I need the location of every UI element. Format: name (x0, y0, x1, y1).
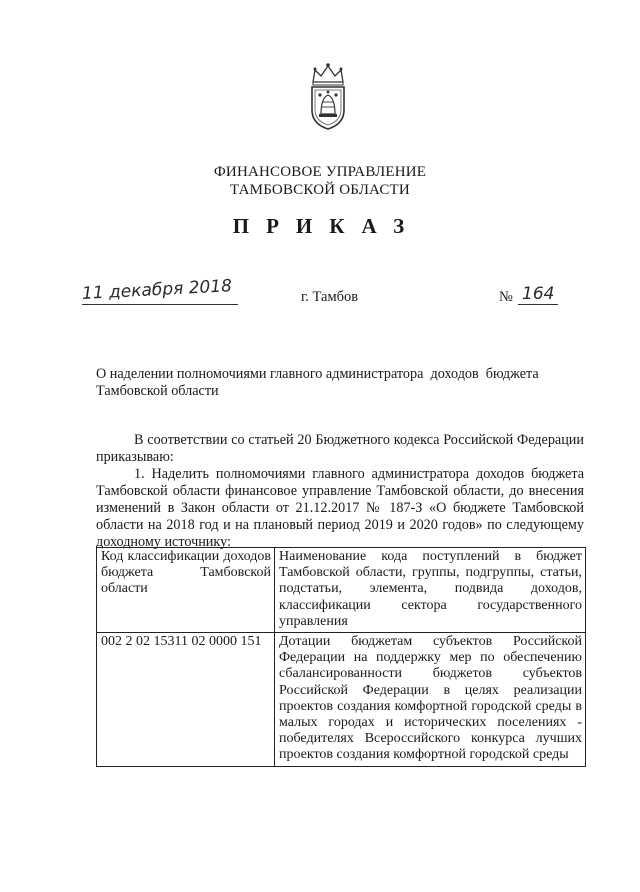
handwritten-number: 164 (522, 284, 555, 304)
table-header-row (97, 548, 586, 633)
org-name-line1: ФИНАНСОВОЕ УПРАВЛЕНИЕ (213, 164, 427, 180)
item-1-paragraph: 1. Наделить полномочиями главного администратора доходов бюджета Тамбовской области финансовое управление Тамбовской области, до внесения изменений в Закон области от 21.12.2017 № 187-З «О бюджете Тамбовской области на 2018 год и на плановый период 2019 и 2020 годов» по следующему доходному источнику: (96, 466, 584, 550)
number-underline (518, 304, 558, 305)
document-type-title: ПРИКАЗ (232, 214, 422, 238)
tambov-coat-of-arms-icon (303, 62, 353, 132)
org-name-line2: ТАМБОВСКОЙ ОБЛАСТИ (230, 182, 410, 198)
header-name-cell: Наименование кода поступлений в бюджет Тамбовской области, группы, подгруппы, статьи, подстатьи, элемента, подвида доходов, классификации сектора государственного управления (275, 548, 586, 633)
revenue-source-table (96, 547, 586, 767)
handwritten-date: 11 декабря 2018 (81, 276, 233, 304)
header-code-cell: Код классификации доходов бюджета Тамбовской области (97, 548, 275, 633)
date-underline (82, 304, 238, 305)
number-label: № (499, 289, 513, 305)
subject-line2: Тамбовской области (96, 383, 219, 399)
order-subject (96, 366, 596, 400)
revenue-code-cell: 002 2 02 15311 02 0000 151 (97, 633, 275, 767)
subject-line1: О наделении полномочиями главного администратора доходов бюджета (96, 366, 539, 382)
city-label: г. Тамбов (301, 289, 359, 305)
revenue-name-cell: Дотации бюджетам субъектов Российской Федерации на поддержку мер по обеспечению сбалансированности бюджетов субъектов Российской Федерации в целях реализации проектов создания комфортной городской среды в малых городах и исторических поселениях - победителях Всероссийского конкурса лучших проектов создания комфортной городской среды (275, 633, 586, 767)
intro-paragraph: В соответствии со статьей 20 Бюджетного кодекса Российской Федерации приказываю: (96, 432, 584, 465)
table-row (97, 633, 586, 767)
